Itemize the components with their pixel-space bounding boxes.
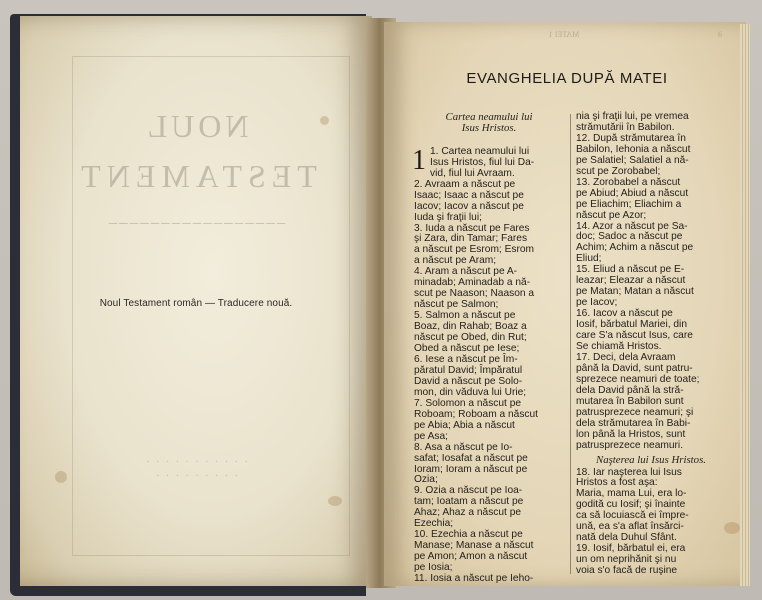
bleed-through-text: NOUL (143, 108, 249, 144)
verse-1 (414, 136, 564, 180)
section-heading: Cartea neamului lui Isus Hristos. (445, 111, 533, 134)
bleed-through-text: · · · · · · · · · · · · · · · · · · · · (144, 457, 248, 482)
stain (724, 522, 740, 534)
bleed-through-header: MATEI 1 (548, 30, 580, 39)
bleed-through-text: ───────────────── (106, 216, 286, 230)
page-title: EVANGHELIA DUPĂ MATEI (466, 70, 668, 87)
stain (328, 496, 342, 506)
column-body: 18. Iar naşterea lui Isus Hristos a fost aşa: Maria, mama Lui, era lo- godită cu Iosif; şi înainte ca să locuiască ei împre- ună, ea s'a aflat însărci- nată dela Duhul Sfânt. 19. Iosif, bărbatul ei, era un om neprihănit şi nu voia s'o facă de ruşine (576, 466, 689, 577)
column-body: 2. Avraam a născut pe Isaac; Isaac a născut pe Iacov; Iacov a născut pe Iuda şi fraţii lui; 3. Iuda a născut pe Fares şi Zara, din Tamar; Fares a născut pe Esrom; Esrom a născut pe Aram; 4. Aram a născut pe A- minadab; Aminadab a nă- scut pe Naason; Naason a născut pe Salmon; 5. Salmon a născut pe Boaz, din Rahab; Boaz a născut pe Obed, din Rut; Obed a născut pe Iese; 6. Iese a născut pe Îm- păratul David; Împăratul David a născut pe Solo- mon, din văduva lui Urie; 7. Solomon a născut pe Roboam; Roboam a născut pe Abia; Abia a născut pe Asa; 8. Asa a născut pe Io- safat; Iosafat a născut pe Ioram; Ioram a născut pe Ozia; 9. Ozia a născut pe Ioa- tam; Ioatam a născut pe Ahaz; Ahaz a născut pe Ezechia; 10. Ezechia a născut pe Manase; Manase a născut pe Amon; Amon a născut pe Iosia; 11. Iosia a născut pe Ieho- (414, 178, 539, 585)
left-text-column (414, 112, 564, 585)
left-page (20, 16, 372, 586)
column-separator (570, 114, 571, 574)
right-page (384, 22, 746, 586)
chapter-number: 1 (412, 144, 426, 176)
stain (55, 471, 67, 483)
column-body: nia şi fraţii lui, pe vremea strămutării în Babilon. 12. După strămutarea în Babilon, Iehonia a născut pe Salatiel; Salatiel a nă- scut pe Zorobabel; 13. Zorobabel a născut pe Abiud; Abiud a născut pe Eliachim; Eliachim a născut pe Azor; 14. Azor a născut pe Sa- doc; Sadoc a născut pe Achim; Achim a născut pe Eliud; 15. Eliud a născut pe E- leazar; Eleazar a născut pe Matan; Matan a născut pe Iacov; 16. Iacov a născut pe Iosif, bărbatul Mariei, din care S'a născut Isus, care Se chiamă Hristos. 17. Deci, dela Avraam până la David, sunt patru- sprezece neamuri de toate; dela David până la stră- mutarea în Babilon sunt patrusprezece neamuri; şi dela strămutarea în Babi- lon până la Hristos, sunt patrusprezece neamuri. (576, 111, 700, 451)
bleed-through-page-number: 6 (718, 30, 722, 39)
stain (320, 116, 329, 125)
page-edges (740, 24, 750, 586)
verse-1-text: 1. Cartea neamului lui Isus Hristos, fiul lui Da- vid, fiul lui Avraam. (430, 145, 535, 179)
left-page-caption: Noul Testament român — Traducere nouă. (99, 298, 293, 309)
right-text-column (576, 112, 726, 577)
section-heading: Naşterea lui Isus Hristos. (596, 453, 706, 466)
bleed-through-text: TESTAMENT (75, 158, 317, 194)
